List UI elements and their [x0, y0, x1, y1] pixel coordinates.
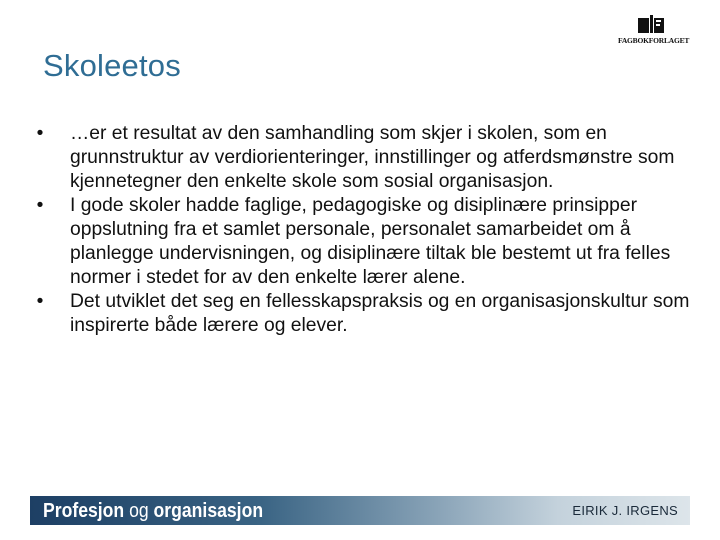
bullet-item [30, 194, 700, 290]
bullet-text: Det utviklet det seg en fellesskapspraksis og en organisasjonskultur som inspirerte både lærere og elever. [70, 291, 690, 336]
slide-title: Skoleetos [43, 48, 181, 83]
book-icon [638, 14, 664, 34]
bullet-marker: • [36, 291, 44, 312]
footer-author: EIRIK J. IRGENS [572, 503, 678, 518]
footer-band [30, 496, 690, 525]
bullet-list [30, 122, 700, 338]
bullet-item [30, 290, 700, 338]
publisher-logo [618, 14, 688, 48]
bullet-item [30, 122, 700, 194]
bullet-text: …er et resultat av den samhandling som skjer i skolen, som en grunnstruktur av verdiorienteringer, innstillinger og atferdsmønstre som kjennetegner den enkelte skole som sosial organisasjon. [70, 123, 675, 192]
footer-title-part3: organisasjon [153, 500, 264, 522]
bullet-marker: • [36, 195, 44, 216]
bullet-text: I gode skoler hadde faglige, pedagogiske og disiplinære prinsipper oppslutning fra et samlet personale, personalet samarbeidet om å planlegge undervisningen, og disiplinære tiltak ble bestemt ut fra felles normer i stedet for av den enkelte lærer alene. [70, 195, 671, 288]
bullet-marker: • [36, 123, 44, 144]
footer-title-part2: og [124, 500, 154, 522]
footer-book-title [43, 500, 263, 522]
footer-title-part1: Profesjon [43, 500, 125, 522]
publisher-logo-text: FAGBOKFORLAGET [618, 36, 690, 45]
